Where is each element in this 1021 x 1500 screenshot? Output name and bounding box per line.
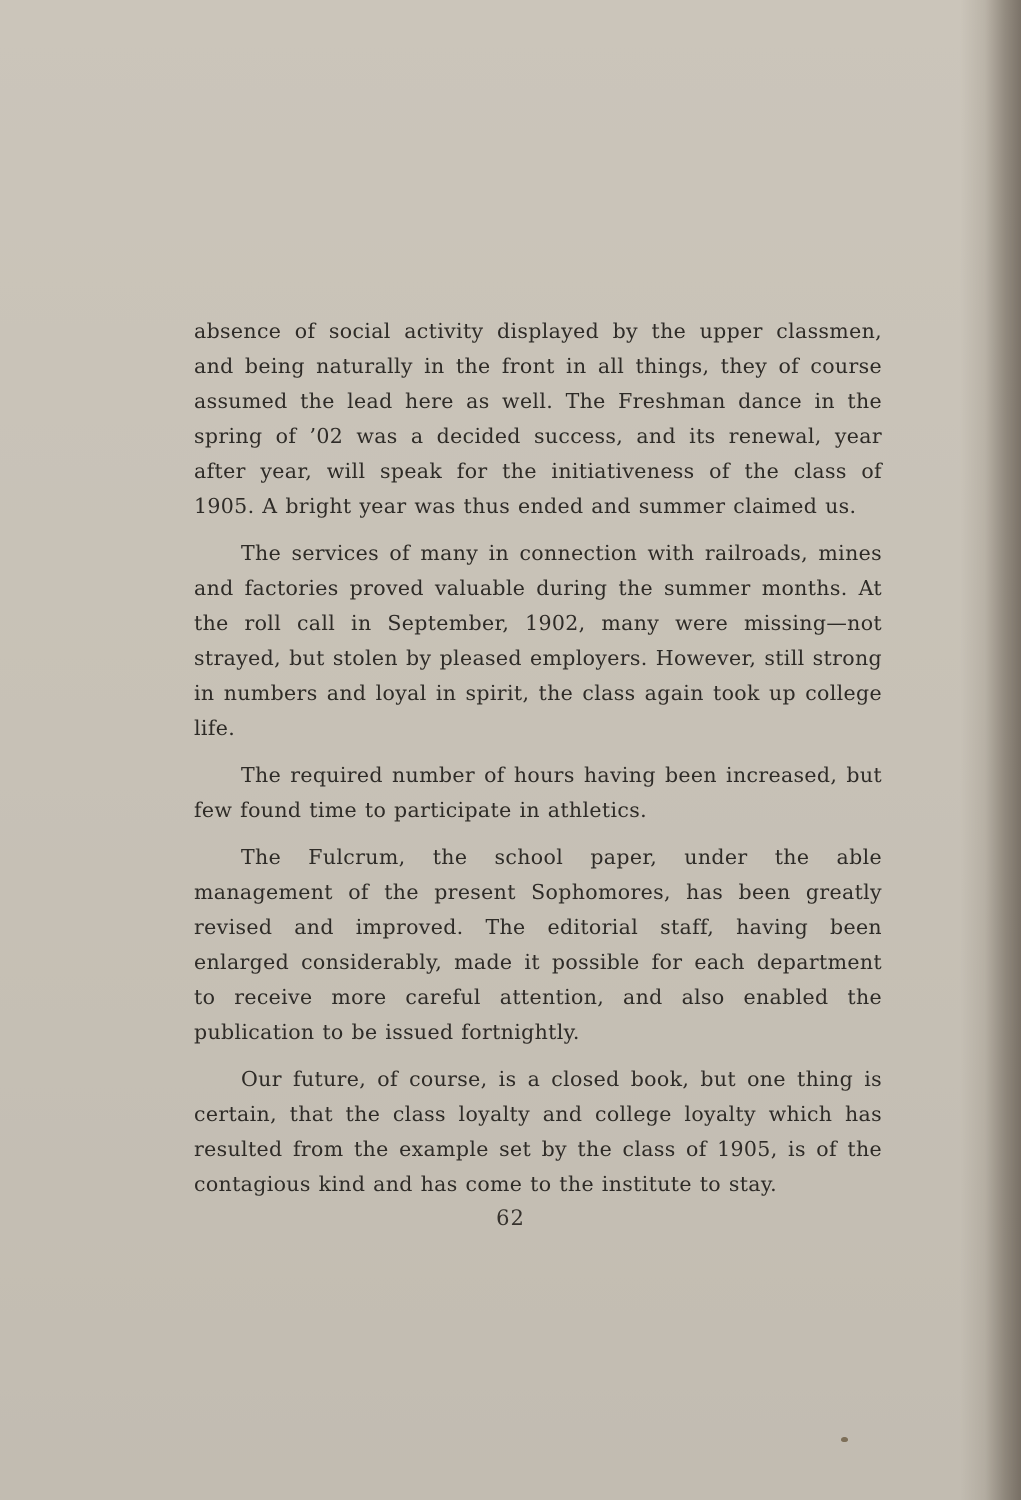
paragraph-social-activity: absence of social activity displayed by the upper classmen, and being naturally in the front in all things, they of course assumed the lead here as well. The Freshman dance in the spring of ’02 was a decided success, and its renewal, year after year, will speak for the initiativeness of the class of 1905. A bright year was thus ended and summer claimed us. — [194, 319, 882, 518]
paragraph-required-hours: The required number of hours having been increased, but few found time to participate in athletics. — [194, 763, 882, 822]
paragraph-our-future: Our future, of course, is a closed book, but one thing is certain, that the class loyalty and college loyalty which has resulted from the example set by the class of 1905, is of the contagious kind and has come to the institute to stay. — [194, 1067, 882, 1196]
paper-speck — [841, 1437, 848, 1442]
paragraph-fulcrum: The Fulcrum, the school paper, under the able management of the present Sophomores, has been greatly revised and improved. The editorial staff, having been enlarged considerably, made it possible for each department to receive more careful attention, and also enabled the publication to be issued fortnightly. — [194, 845, 882, 1044]
body-text — [194, 314, 882, 1214]
paragraph-summer-services: The services of many in connection with railroads, mines and factories proved valuable during the summer months. At the roll call in September, 1902, many were missing—not strayed, but stolen by pleased employers. However, still strong in numbers and loyal in spirit, the class again took up college life. — [194, 541, 882, 740]
page-number: 62 — [496, 1206, 525, 1230]
